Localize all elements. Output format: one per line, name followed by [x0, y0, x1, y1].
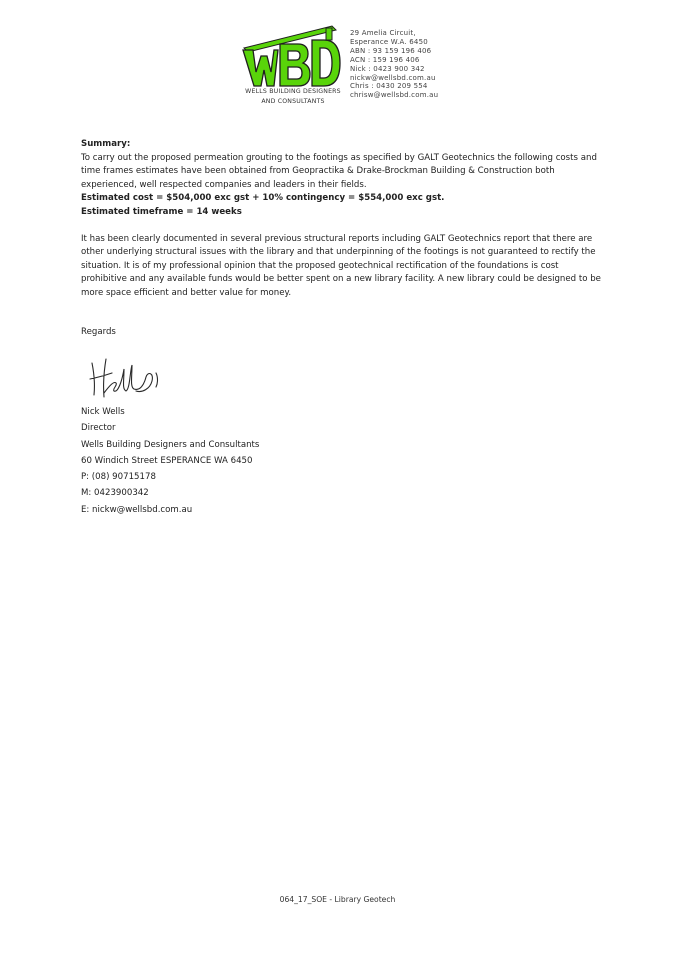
- logo-tagline-line-2: AND CONSULTANTS: [261, 98, 325, 105]
- contact-line: 29 Amelia Circuit,: [350, 29, 416, 37]
- company-address: 60 Windich Street ESPERANCE WA 6450: [81, 455, 253, 466]
- handwritten-signature: [86, 355, 166, 401]
- signature-block: [81, 404, 381, 518]
- closing-regards: Regards: [81, 327, 116, 337]
- summary-paragraph: To carry out the proposed permeation grouting to the footings as specified by GALT Geotechnics the following costs and time frames estimates have been obtained from Geopractika & Drake-Brockman Building & Construction both experienced, well respected companies and leaders in their fields.: [81, 152, 597, 190]
- mobile-number: M: 0423900342: [81, 488, 149, 499]
- page-footer: 064_17_SOE - Library Geotech: [279, 895, 396, 904]
- letterhead: [240, 22, 540, 112]
- company-name: Wells Building Designers and Consultants: [81, 439, 260, 450]
- letter-body: [81, 138, 601, 301]
- phone-number: P: (08) 90715178: [81, 472, 156, 483]
- letterhead-contact-details: [350, 29, 470, 100]
- summary-heading: Summary:: [81, 139, 131, 149]
- opinion-paragraph: It has been clearly documented in several previous structural reports including GALT Geotechnics report that there are other underlying structural issues with the library and that underpinning of the footings is not guaranteed to rectify the situation. It is of my professional opinion that the proposed geotechnical rectification of the foundations is cost prohibitive and any available funds would be better spent on a new library facility. A new library could be designed to be more space efficient and better value for money.: [81, 233, 601, 298]
- contact-line: chrisw@wellsbd.com.au: [350, 91, 439, 100]
- email-address: E: nickw@wellsbd.com.au: [81, 504, 193, 515]
- signatory-title: Director: [81, 423, 116, 434]
- contact-line: Esperance W.A. 6450: [350, 37, 428, 46]
- estimated-timeframe: Estimated timeframe = 14 weeks: [81, 206, 242, 217]
- wbd-logo-graphic: [240, 22, 346, 94]
- estimated-cost: Estimated cost = $504,000 exc gst + 10% contingency = $554,000 exc gst.: [81, 193, 445, 204]
- company-logo: [240, 22, 346, 112]
- logo-tagline-line-1: WELLS BUILDING DESIGNERS: [245, 88, 341, 95]
- signatory-name: Nick Wells: [81, 407, 125, 417]
- signature-graphic: [86, 355, 166, 401]
- contact-line: ACN : 159 196 406: [350, 55, 420, 64]
- contact-line: ABN : 93 159 196 406: [350, 46, 432, 55]
- contact-line: Chris : 0430 209 554: [350, 82, 428, 91]
- contact-line: nickw@wellsbd.com.au: [350, 73, 436, 82]
- contact-line: Nick : 0423 900 342: [350, 64, 425, 73]
